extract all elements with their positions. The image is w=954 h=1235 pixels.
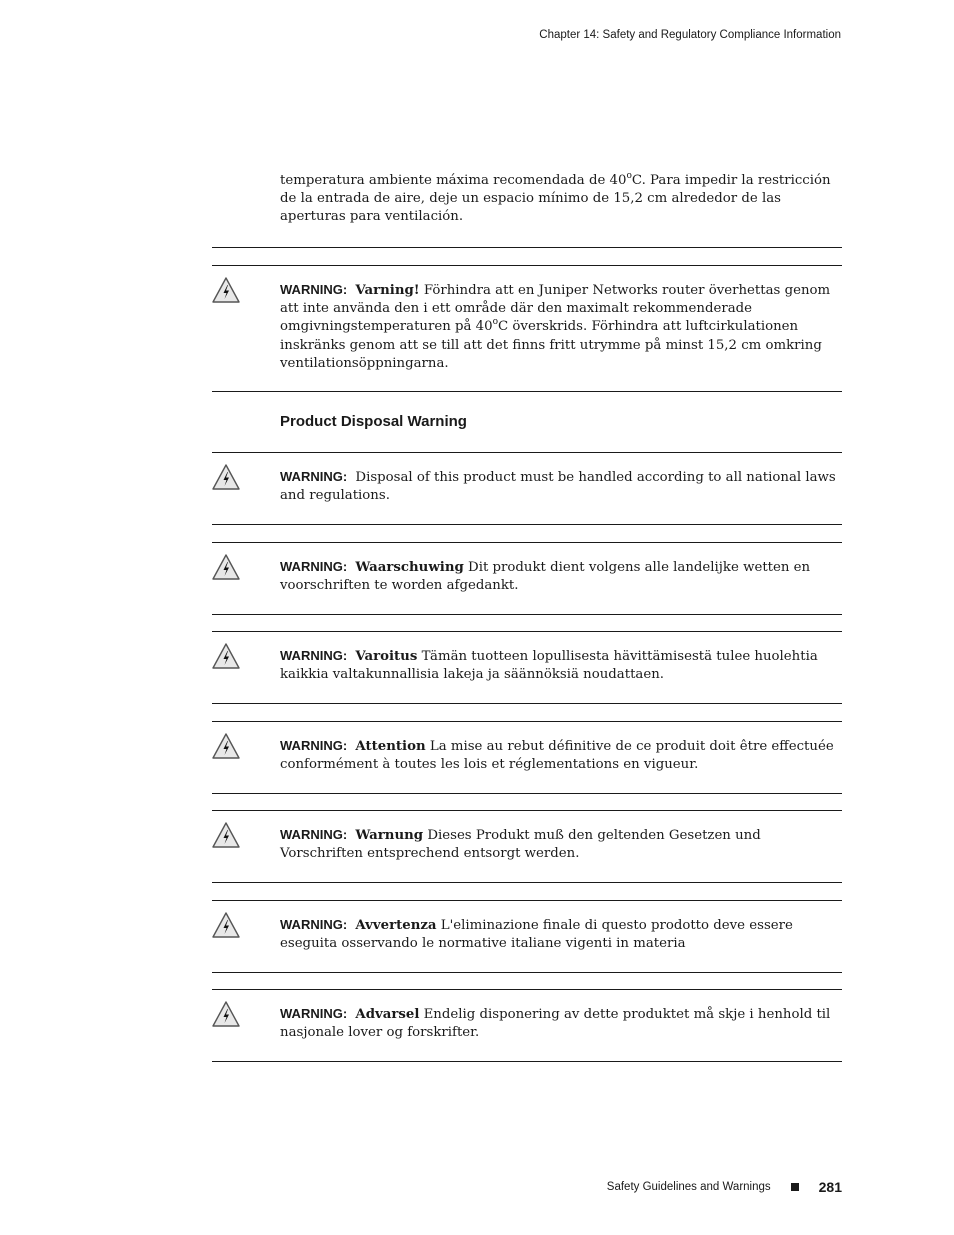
page-number: 281 [818, 1179, 842, 1195]
electrical-hazard-icon [211, 1000, 241, 1028]
square-bullet-icon [791, 1183, 799, 1191]
warning-swedish: WARNING: Varning! Förhindra att en Juniper Networks router överhettas genom att inte använda den i ett område där den maximalt rekommenderade omgivningstemperaturen på 40$^o$C överskrids. Förhindra att luftcirkulationen inskränks genom att se till att det finns fritt utrymme på minst 15,2 cm omkring ventilationsöppningarna. [280, 282, 831, 371]
divider [212, 703, 842, 704]
divider [212, 972, 842, 973]
divider [212, 900, 842, 901]
electrical-hazard-icon [211, 276, 241, 304]
warning-item: WARNING: Waarschuwing Dit produkt dient volgens alle landelijke wetten en voorschriften te worden afgedankt. [280, 559, 811, 594]
electrical-hazard-icon [211, 642, 241, 670]
intro-paragraph: temperatura ambiente máxima recomendada de 40$^o$C. Para impedir la restricción de la entrada de aire, deje un espacio mínimo de 15,2 cm alrededor de las aperturas para ventilación. [280, 171, 831, 225]
divider [212, 721, 842, 722]
section-heading: Product Disposal Warning [280, 413, 467, 430]
electrical-hazard-icon [211, 463, 241, 491]
warning-item: WARNING: Advarsel Endelig disponering av dette produktet må skje i henhold til nasjonale lover og forskrifter. [280, 1006, 831, 1041]
divider [212, 989, 842, 990]
divider [212, 614, 842, 615]
divider [212, 631, 842, 632]
divider [212, 391, 842, 392]
electrical-hazard-icon [211, 732, 241, 760]
electrical-hazard-icon [211, 553, 241, 581]
electrical-hazard-icon [211, 821, 241, 849]
electrical-hazard-icon [211, 911, 241, 939]
warning-item: WARNING: Disposal of this product must be handled according to all national laws and regulations. [280, 469, 836, 504]
divider [212, 265, 842, 266]
page-footer [607, 1179, 842, 1195]
footer-section-title: Safety Guidelines and Warnings [606, 1181, 771, 1193]
divider [212, 793, 842, 794]
divider [212, 882, 842, 883]
warning-item: WARNING: Attention La mise au rebut définitive de ce produit doit être effectuée conformément à toutes les lois et réglementations en vigueur. [280, 738, 834, 773]
divider [212, 542, 842, 543]
warning-item: WARNING: Varoitus Tämän tuotteen lopullisesta hävittämisestä tulee huolehtia kaikkia valtakunnallisia lakeja ja säännöksiä noudattaen. [280, 648, 818, 683]
running-header: Chapter 14: Safety and Regulatory Compliance Information [539, 29, 841, 41]
divider [212, 1061, 842, 1062]
warning-item: WARNING: Avvertenza L'eliminazione finale di questo prodotto deve essere eseguita osservando le normative italiane vigenti in materia [280, 917, 793, 952]
warning-item: WARNING: Warnung Dieses Produkt muß den geltenden Gesetzen und Vorschriften entsprechend entsorgt werden. [280, 827, 761, 862]
divider [212, 810, 842, 811]
divider [212, 524, 842, 525]
divider [212, 247, 842, 248]
divider [212, 452, 842, 453]
